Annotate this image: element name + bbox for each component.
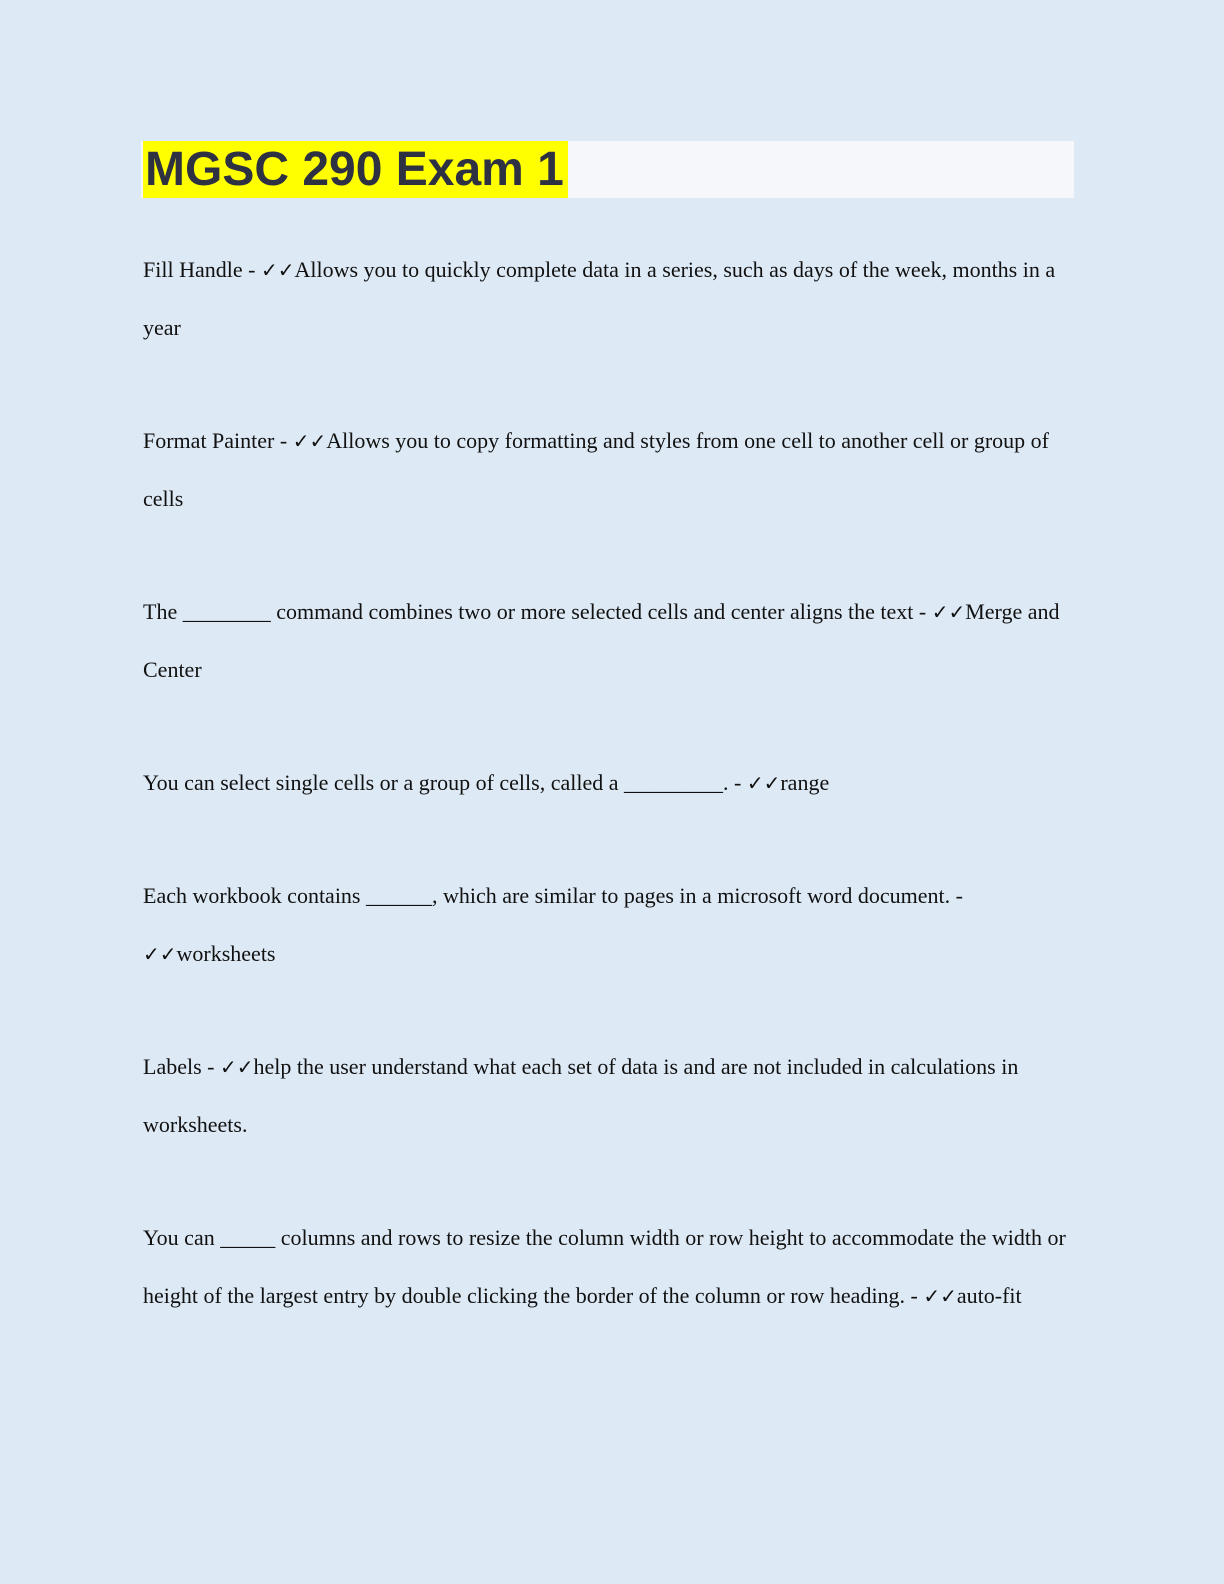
list-item [143, 1038, 1078, 1154]
question-text: Fill Handle - [143, 257, 261, 282]
question-text: You can _____ columns and rows to resize the column width or row height to accommodate the width or height of the largest entry by double clicking the border of the column or row heading. - [143, 1225, 1066, 1308]
double-check-icon: ✓✓ [292, 429, 327, 453]
answer-text: worksheets [176, 941, 276, 966]
answer-text: auto-fit [956, 1283, 1022, 1308]
answer-text: Merge and Center [143, 599, 1060, 682]
list-item [143, 754, 1078, 812]
list-item [143, 867, 1078, 983]
list-item [143, 583, 1078, 699]
list-item [143, 412, 1078, 528]
answer-text: range [780, 770, 830, 795]
page-title: MGSC 290 Exam 1 [143, 141, 568, 198]
flashcard-list [143, 241, 1078, 1380]
double-check-icon: ✓✓ [923, 1284, 957, 1308]
double-check-icon: ✓✓ [746, 771, 781, 795]
answer-text: Allows you to copy formatting and styles from one cell to another cell or group of cells [143, 428, 1049, 511]
list-item [143, 241, 1078, 357]
double-check-icon: ✓✓ [260, 258, 295, 282]
double-check-icon: ✓✓ [143, 942, 177, 966]
question-text: Format Painter - [143, 428, 293, 453]
list-item [143, 1209, 1078, 1325]
answer-text: Allows you to quickly complete data in a series, such as days of the week, months in a year [143, 257, 1056, 340]
question-text: You can select single cells or a group of cells, called a _________. - [143, 770, 747, 795]
question-text: Each workbook contains ______, which are similar to pages in a microsoft word document. - [143, 883, 963, 908]
double-check-icon: ✓✓ [931, 600, 966, 624]
question-text: The ________ command combines two or more selected cells and center aligns the text - [143, 599, 932, 624]
question-text: Labels - [143, 1054, 220, 1079]
answer-text: help the user understand what each set of data is and are not included in calculations in worksheets. [143, 1054, 1019, 1137]
double-check-icon: ✓✓ [219, 1055, 254, 1079]
